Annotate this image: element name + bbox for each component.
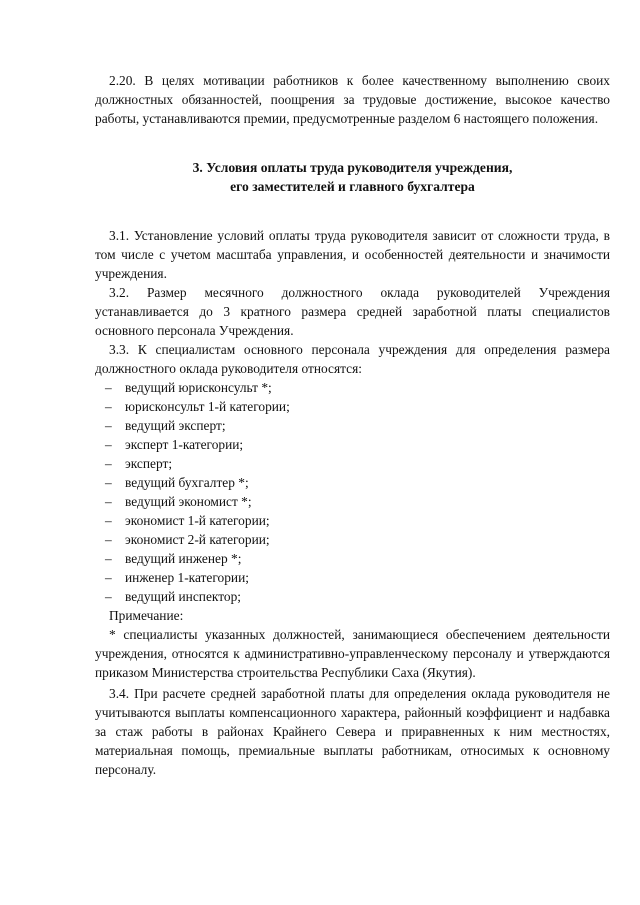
list-dash: – [105,418,112,433]
paragraph-3-3: 3.3. К специалистам основного персонала учреждения для определения размера должностного оклада руководителя относятся: [95,342,610,376]
list-item-text: эксперт; [125,456,173,471]
list-item [95,416,610,435]
paragraph-2-20: 2.20. В целях мотивации работников к более качественному выполнению своих должностных обязанностей, поощрения за трудовые достижение, высокое качество работы, устанавливаются премии, предусмотренные разделом 6 настоящего положения. [95,73,610,126]
list-item [95,587,610,606]
list-item-text: ведущий эксперт; [125,418,226,433]
list-item [95,435,610,454]
note-text: * специалисты указанных должностей, занимающиеся обеспечением деятельности учреждения, относятся к административно-управленческому персоналу и утверждаются приказом Министерства строительства Республики Саха (Якутия). [95,627,610,680]
list-item-text: инженер 1-категории; [125,570,249,585]
paragraph-3-1: 3.1. Установление условий оплаты труда руководителя зависит от сложности труда, в том числе с учетом масштаба управления, и особенностей деятельности и значимости учреждения. [95,228,610,281]
list-item-text: ведущий бухгалтер *; [125,475,249,490]
list-item [95,530,610,549]
list-item-text: экономист 1-й категории; [125,513,270,528]
list-item [95,473,610,492]
list-item [95,454,610,473]
list-dash: – [105,399,112,414]
note-label: Примечание: [109,608,184,623]
section-3-heading [95,158,610,196]
list-dash: – [105,380,112,395]
list-dash: – [105,513,112,528]
positions-list [95,378,610,606]
list-dash: – [105,475,112,490]
section-3-title-line-2: его заместителей и главного бухгалтера [230,179,475,194]
list-item-text: экономист 2-й категории; [125,532,270,547]
section-3-title-line-1: 3. Условия оплаты труда руководителя учреждения, [192,160,513,175]
list-dash: – [105,589,112,604]
list-item [95,549,610,568]
list-item-text: ведущий инспектор; [125,589,242,604]
list-dash: – [105,570,112,585]
paragraph-3-2: 3.2. Размер месячного должностного оклада руководителей Учреждения устанавливается до 3 кратного размера средней заработной платы специалистов основного персонала Учреждения. [95,285,610,338]
list-dash: – [105,494,112,509]
list-dash: – [105,532,112,547]
list-item [95,397,610,416]
list-item-text: ведущий экономист *; [125,494,252,509]
list-item [95,378,610,397]
list-item-text: юрисконсульт 1-й категории; [125,399,290,414]
list-item-text: ведущий юрисконсульт *; [125,380,272,395]
list-item-text: ведущий инженер *; [125,551,242,566]
list-dash: – [105,437,112,452]
list-item [95,492,610,511]
list-item [95,511,610,530]
list-dash: – [105,456,112,471]
list-dash: – [105,551,112,566]
list-item [95,568,610,587]
paragraph-3-4: 3.4. При расчете средней заработной платы для определения оклада руководителя не учитываются выплаты компенсационного характера, районный коэффициент и надбавка за стаж работы в районах Крайнего Севера и приравненных к ним местностях, материальная помощь, премиальные выплаты работникам, относимых к основному персоналу. [95,686,610,777]
list-item-text: эксперт 1-категории; [125,437,244,452]
